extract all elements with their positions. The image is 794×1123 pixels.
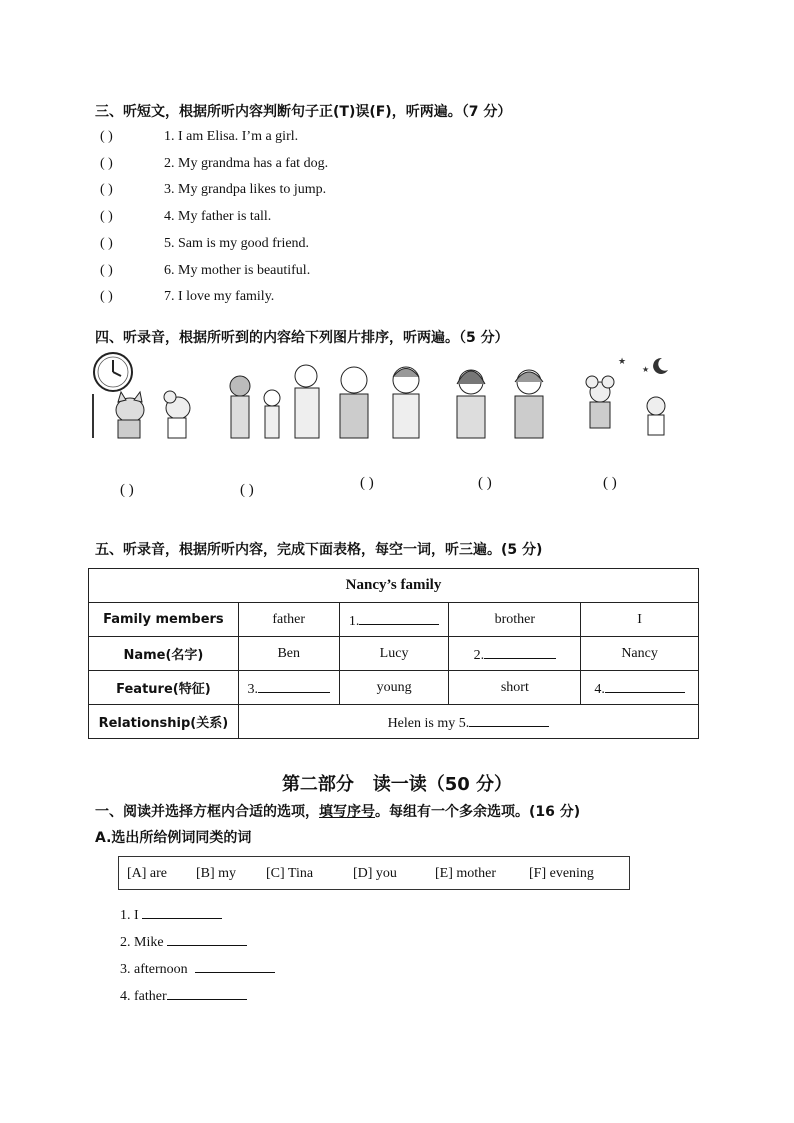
- family-table: [88, 568, 699, 739]
- tf-item-4: ( ) 4. My father is tall.: [100, 209, 272, 224]
- question-4: 4. father: [120, 985, 247, 1005]
- option-d: [D] you: [353, 866, 397, 881]
- picture-two-women: [445, 352, 555, 440]
- answer-blank-3[interactable]: [195, 958, 275, 973]
- cell: I: [581, 603, 699, 637]
- option-f: [F] evening: [529, 866, 594, 881]
- cell-blank-5[interactable]: Helen is my 5.: [238, 705, 698, 739]
- tf-item-1: ( ) 1. I am Elisa. I’m a girl.: [100, 129, 299, 144]
- answer-paren[interactable]: ( ): [100, 182, 113, 197]
- row-label-family-members: Family members: [89, 603, 239, 637]
- cell-blank-2[interactable]: 2.: [449, 637, 581, 671]
- cell: Lucy: [339, 637, 449, 671]
- table-title: Nancy’s family: [89, 569, 699, 603]
- cell-blank-4[interactable]: 4.: [581, 671, 699, 705]
- question-3: 3. afternoon: [120, 958, 275, 978]
- answer-blank-2[interactable]: [167, 931, 247, 946]
- option-c: [C] Tina: [266, 866, 314, 881]
- part2-subheading-a: A.选出所给例词同类的词: [95, 830, 252, 846]
- order-blank-4[interactable]: ( ): [478, 475, 492, 491]
- picture-clock-cat-mouse: [88, 352, 203, 440]
- picture-mice-night: [570, 352, 682, 440]
- part2-title: 第二部分 读一读（50 分）: [281, 774, 513, 795]
- cell: young: [339, 671, 449, 705]
- answer-blank-4[interactable]: [167, 985, 247, 1000]
- tf-item-2: ( ) 2. My grandma has a fat dog.: [100, 156, 329, 171]
- answer-blank-1[interactable]: [142, 904, 222, 919]
- tf-item-6: ( ) 6. My mother is beautiful.: [100, 263, 311, 278]
- answer-paren[interactable]: ( ): [100, 263, 113, 278]
- table-row: [89, 603, 699, 637]
- row-label-feature: Feature(特征): [89, 671, 239, 705]
- part2-subheading-1: 一、阅读并选择方框内合适的选项，填写序号。每组有一个多余选项。(16 分): [95, 804, 581, 820]
- option-a: [A] are: [127, 866, 168, 881]
- question-1: 1. I: [120, 904, 222, 924]
- row-label-name: Name(名字): [89, 637, 239, 671]
- cell-blank-1[interactable]: 1.: [339, 603, 449, 637]
- answer-paren[interactable]: ( ): [100, 129, 113, 144]
- picture-family-group: [222, 352, 330, 440]
- section3-heading: 三、听短文，根据所听内容判断句子正(T)误(F)，听两遍。（7 分）: [95, 104, 512, 120]
- cell: Ben: [238, 637, 339, 671]
- picture-boy-girl: [330, 352, 440, 440]
- section5-heading: 五、听录音，根据所听内容，完成下面表格，每空一词，听三遍。(5 分): [95, 542, 543, 558]
- answer-paren[interactable]: ( ): [100, 289, 113, 304]
- option-e: [E] mother: [435, 866, 497, 881]
- tf-item-7: ( ) 7. I love my family.: [100, 289, 275, 304]
- options-box: [118, 856, 630, 890]
- table-row: [89, 705, 699, 739]
- order-blank-1[interactable]: ( ): [120, 482, 134, 498]
- order-blank-2[interactable]: ( ): [240, 482, 254, 498]
- cell-blank-3[interactable]: 3.: [238, 671, 339, 705]
- row-label-relationship: Relationship(关系): [89, 705, 239, 739]
- cell: brother: [449, 603, 581, 637]
- table-row: [89, 671, 699, 705]
- cell: Nancy: [581, 637, 699, 671]
- answer-paren[interactable]: ( ): [100, 236, 113, 251]
- section4-heading: 四、听录音，根据所听到的内容给下列图片排序，听两遍。（5 分）: [95, 330, 509, 346]
- tf-item-5: ( ) 5. Sam is my good friend.: [100, 236, 310, 251]
- order-blank-5[interactable]: ( ): [603, 475, 617, 491]
- order-blank-3[interactable]: ( ): [360, 475, 374, 491]
- cell: father: [238, 603, 339, 637]
- answer-paren[interactable]: ( ): [100, 156, 113, 171]
- svg-text:★: ★: [618, 357, 627, 367]
- table-row: [89, 637, 699, 671]
- cell: short: [449, 671, 581, 705]
- tf-item-3: ( ) 3. My grandpa likes to jump.: [100, 182, 327, 197]
- question-2: 2. Mike: [120, 931, 247, 951]
- answer-paren[interactable]: ( ): [100, 209, 113, 224]
- option-b: [B] my: [196, 866, 237, 881]
- svg-text:★: ★: [642, 365, 650, 374]
